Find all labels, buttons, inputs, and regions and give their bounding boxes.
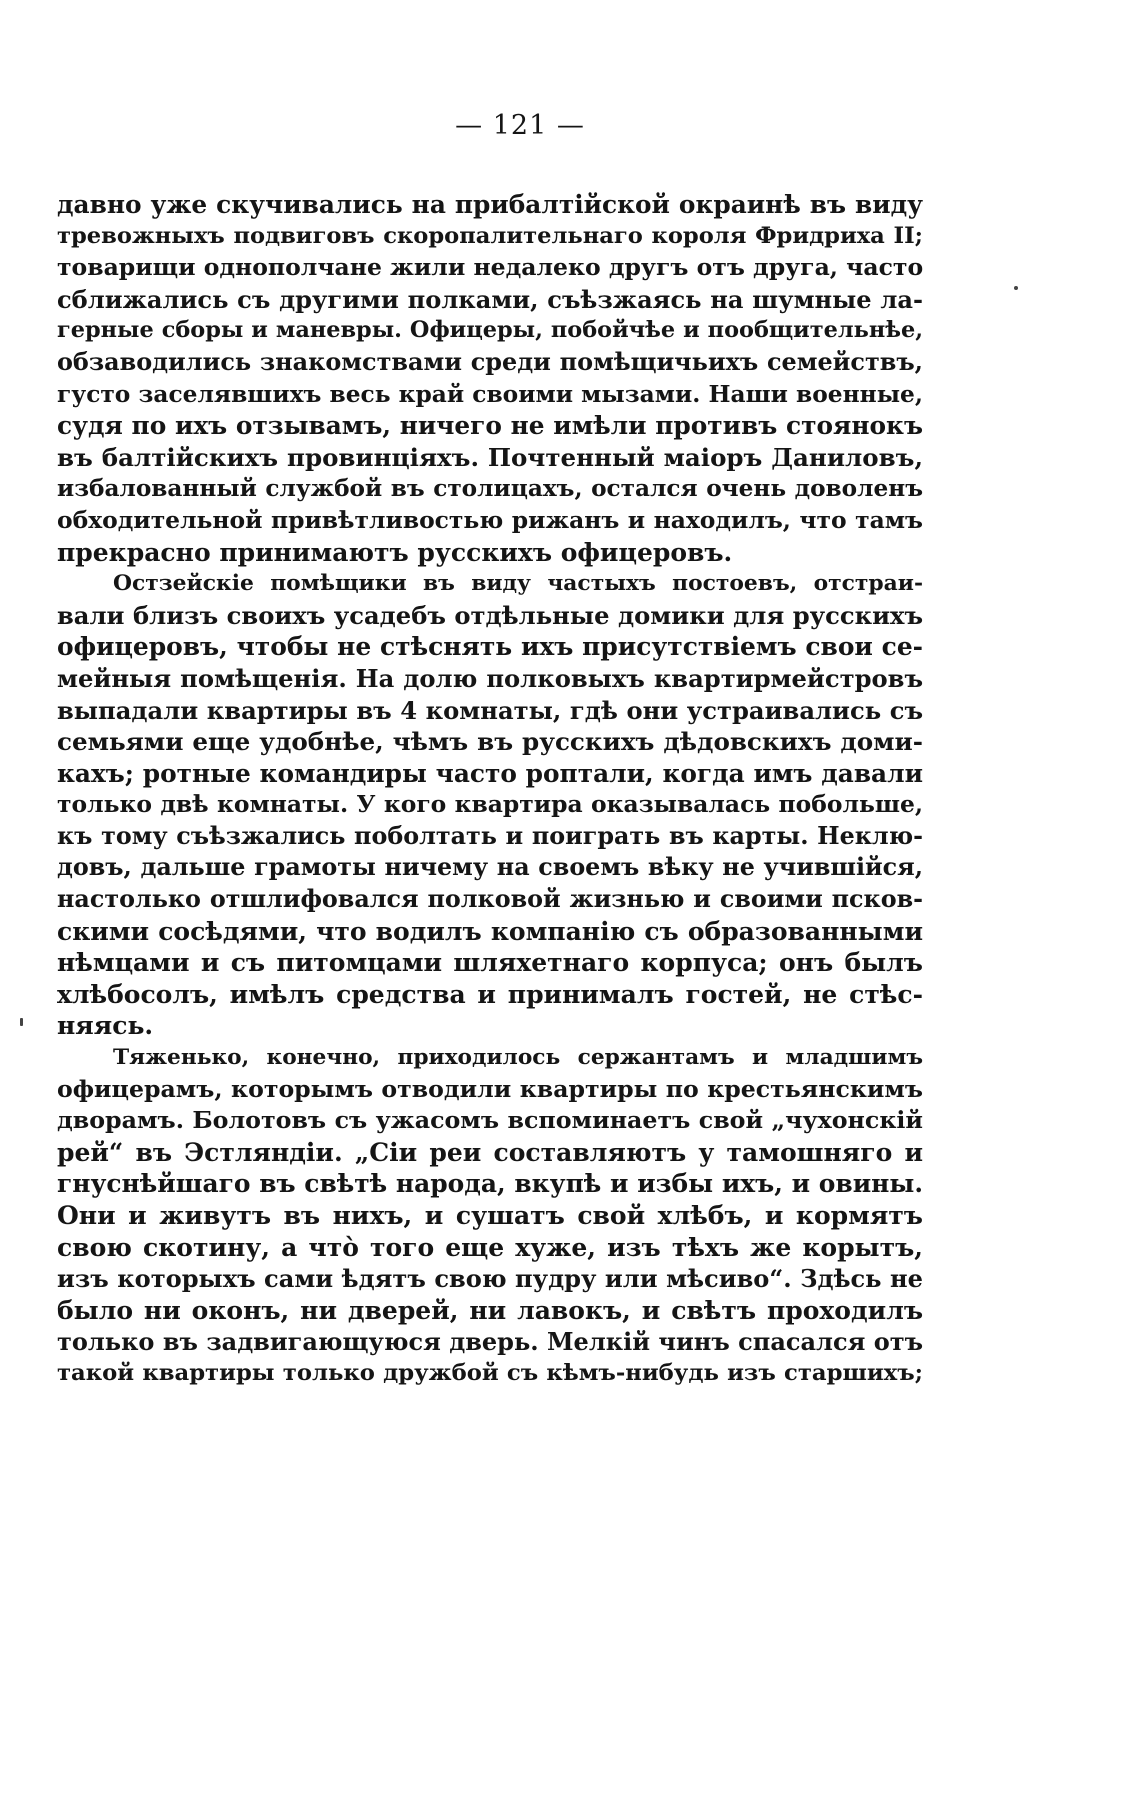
text-line: нѣмцами и съ питомцами шляхетнаго корпуса; онъ былъ: [57, 948, 923, 978]
page-number: — 121 —: [455, 110, 585, 141]
text-line: было ни оконъ, ни дверей, ни лавокъ, и свѣтъ проходилъ: [57, 1295, 923, 1325]
text-line: въ балтійскихъ провинціяхъ. Почтенный маіоръ Даниловъ,: [57, 442, 923, 472]
text-line: мейныя помѣщенія. На долю полковыхъ квартирмейстровъ: [57, 663, 923, 693]
text-line: офицеровъ, чтобы не стѣснять ихъ присутствіемъ свои се-: [57, 632, 923, 662]
text-line: только двѣ комнаты. У кого квартира оказывалась побольше,: [57, 790, 923, 819]
text-line: няясь.: [57, 1011, 154, 1041]
text-line: рей“ въ Эстляндіи. „Сіи реи составляютъ у тамошняго и: [57, 1137, 923, 1167]
text-line: густо заселявшихъ весь край своими мызами. Наши военные,: [57, 380, 923, 408]
text-line: сближались съ другими полками, съѣзжаясь на шумные ла-: [57, 284, 923, 314]
text-line: кахъ; ротные командиры часто роптали, когда имъ давали: [57, 758, 923, 788]
text-line: хлѣбосолъ, имѣлъ средства и принималъ гостей, не стѣс-: [57, 979, 923, 1009]
text-line: настолько отшлифовался полковой жизнью и своими псков-: [57, 885, 923, 914]
text-line: скими сосѣдями, что водилъ компанію съ образованными: [57, 916, 923, 946]
text-line: товарищи однополчане жили недалеко другъ отъ друга, часто: [57, 253, 924, 282]
text-line: Тяженько, конечно, приходилось сержантамъ и младшимъ: [113, 1045, 923, 1071]
text-line: Остзейскіе помѣщики въ виду частыхъ постоевъ, отстраи-: [113, 571, 923, 597]
text-line: тревожныхъ подвиговъ скоропалительнаго короля Фридриха II;: [57, 222, 923, 249]
scan-speck: [20, 1018, 23, 1026]
text-line: семьями еще удобнѣе, чѣмъ въ русскихъ дѣдовскихъ доми-: [57, 727, 923, 757]
text-line: къ тому съѣзжались поболтать и поиграть въ карты. Неклю-: [57, 821, 923, 850]
text-line: герные сборы и маневры. Офицеры, побойчѣе и пообщительнѣе,: [57, 317, 923, 344]
text-line: судя по ихъ отзывамъ, ничего не имѣли противъ стоянокъ: [57, 411, 923, 441]
text-line: Они и живутъ въ нихъ, и сушатъ свой хлѣбъ, и кормятъ: [57, 1201, 923, 1230]
scan-speck: [1014, 286, 1018, 290]
text-line: обзаводились знакомствами среди помѣщичьихъ семействъ,: [57, 347, 923, 376]
text-line: только въ задвигающуюся дверь. Мелкій чинъ спасался отъ: [57, 1327, 923, 1357]
text-line: довъ, дальше грамоты ничему на своемъ вѣку не учившійся,: [57, 853, 923, 882]
text-line: давно уже скучивались на прибалтійской окраинѣ въ виду: [57, 190, 923, 219]
text-line: вали близъ своихъ усадебъ отдѣльные домики для русскихъ: [57, 600, 923, 630]
text-line: выпадали квартиры въ 4 комнаты, гдѣ они устраивались съ: [57, 695, 923, 725]
text-line: офицерамъ, которымъ отводили квартиры по крестьянскимъ: [57, 1074, 923, 1103]
text-line: гнуснѣйшаго въ свѣтѣ народа, вкупѣ и избы ихъ, и овины.: [57, 1169, 923, 1199]
text-line: изъ которыхъ сами ѣдятъ свою пудру или мѣсиво“. Здѣсь не: [57, 1264, 923, 1294]
text-line: обходительной привѣтливостью рижанъ и находилъ, что тамъ: [57, 505, 923, 534]
body-text: [57, 189, 923, 1390]
text-line: прекрасно принимаютъ русскихъ офицеровъ.: [57, 537, 733, 567]
text-line: свою скотину, а что̀ того еще хуже, изъ тѣхъ же корытъ,: [57, 1232, 923, 1262]
text-line: такой квартиры только дружбой съ кѣмъ-нибудь изъ старшихъ;: [57, 1359, 923, 1386]
text-line: дворамъ. Болотовъ съ ужасомъ вспоминаетъ свой „чухонскій: [57, 1106, 923, 1135]
text-line: избалованный службой въ столицахъ, остался очень доволенъ: [57, 475, 923, 503]
